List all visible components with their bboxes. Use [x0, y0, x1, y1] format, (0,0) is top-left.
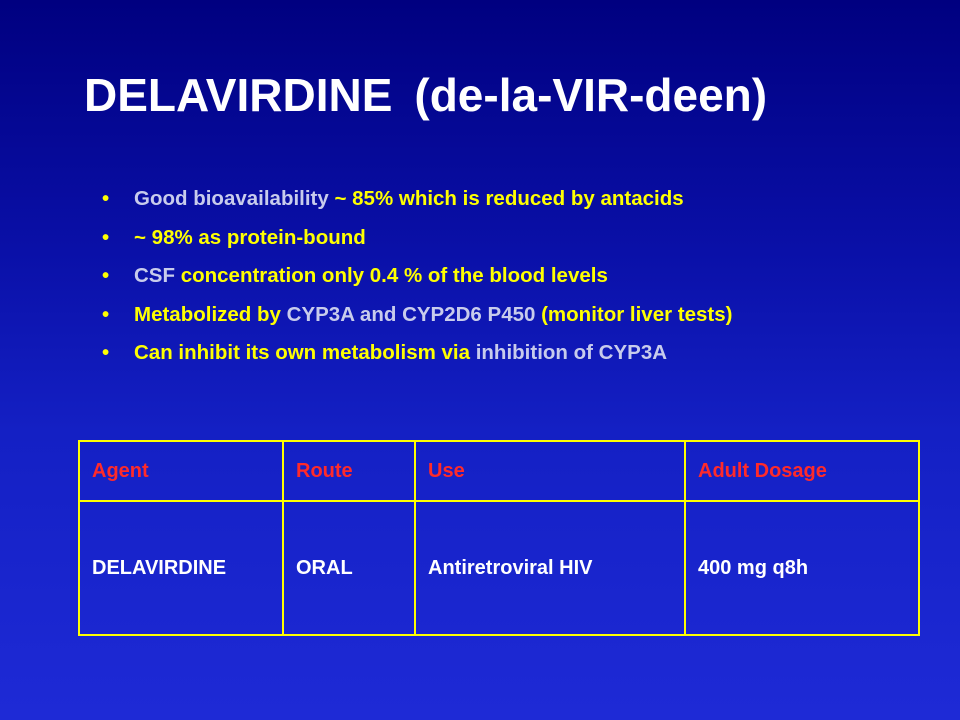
title-pronunciation: (de-la-VIR-deen): [414, 69, 768, 121]
cell-use: Antiretroviral HIV: [415, 501, 685, 635]
bullet-segment: ~ 85% which is reduced by antacids: [328, 187, 684, 210]
bullet-segment: (monitor liver tests): [535, 302, 733, 326]
table-row: [79, 501, 919, 635]
cell-route: ORAL: [283, 501, 415, 635]
drug-table: [78, 440, 920, 636]
header-use: Use: [415, 441, 685, 501]
bullet-segment: ~ 98% as protein-bound: [134, 225, 366, 249]
bullet-segment: CYP3A and CYP2D6 P450: [286, 302, 536, 326]
bullet-item: [102, 257, 732, 296]
bullet-icon: •: [102, 187, 110, 210]
bullet-segment: Metabolized by: [134, 302, 287, 326]
bullet-segment: CSF: [134, 264, 175, 287]
title-drug-name: DELAVIRDINE: [84, 69, 393, 121]
bullet-item: [102, 296, 732, 335]
cell-agent: DELAVIRDINE: [79, 501, 283, 635]
bullet-list: [102, 180, 732, 373]
bullet-segment: Can inhibit its own metabolism via: [134, 341, 476, 364]
cell-adult-dosage: 400 mg q8h: [685, 501, 919, 635]
header-route: Route: [283, 441, 415, 501]
table-header-row: [79, 441, 919, 501]
header-adult-dosage: Adult Dosage: [685, 441, 919, 501]
bullet-icon: •: [102, 264, 110, 287]
bullet-item: [102, 334, 732, 373]
bullet-item: [102, 219, 732, 258]
header-agent: Agent: [79, 441, 283, 501]
bullet-item: [102, 180, 732, 219]
bullet-icon: •: [102, 302, 110, 326]
bullet-segment: inhibition of CYP3A: [475, 341, 668, 364]
bullet-icon: •: [102, 225, 110, 249]
slide-title: [84, 68, 767, 122]
bullet-segment: Good bioavailability: [134, 187, 329, 210]
bullet-segment: concentration only 0.4 % of the blood levels: [175, 264, 608, 287]
bullet-icon: •: [102, 341, 110, 364]
